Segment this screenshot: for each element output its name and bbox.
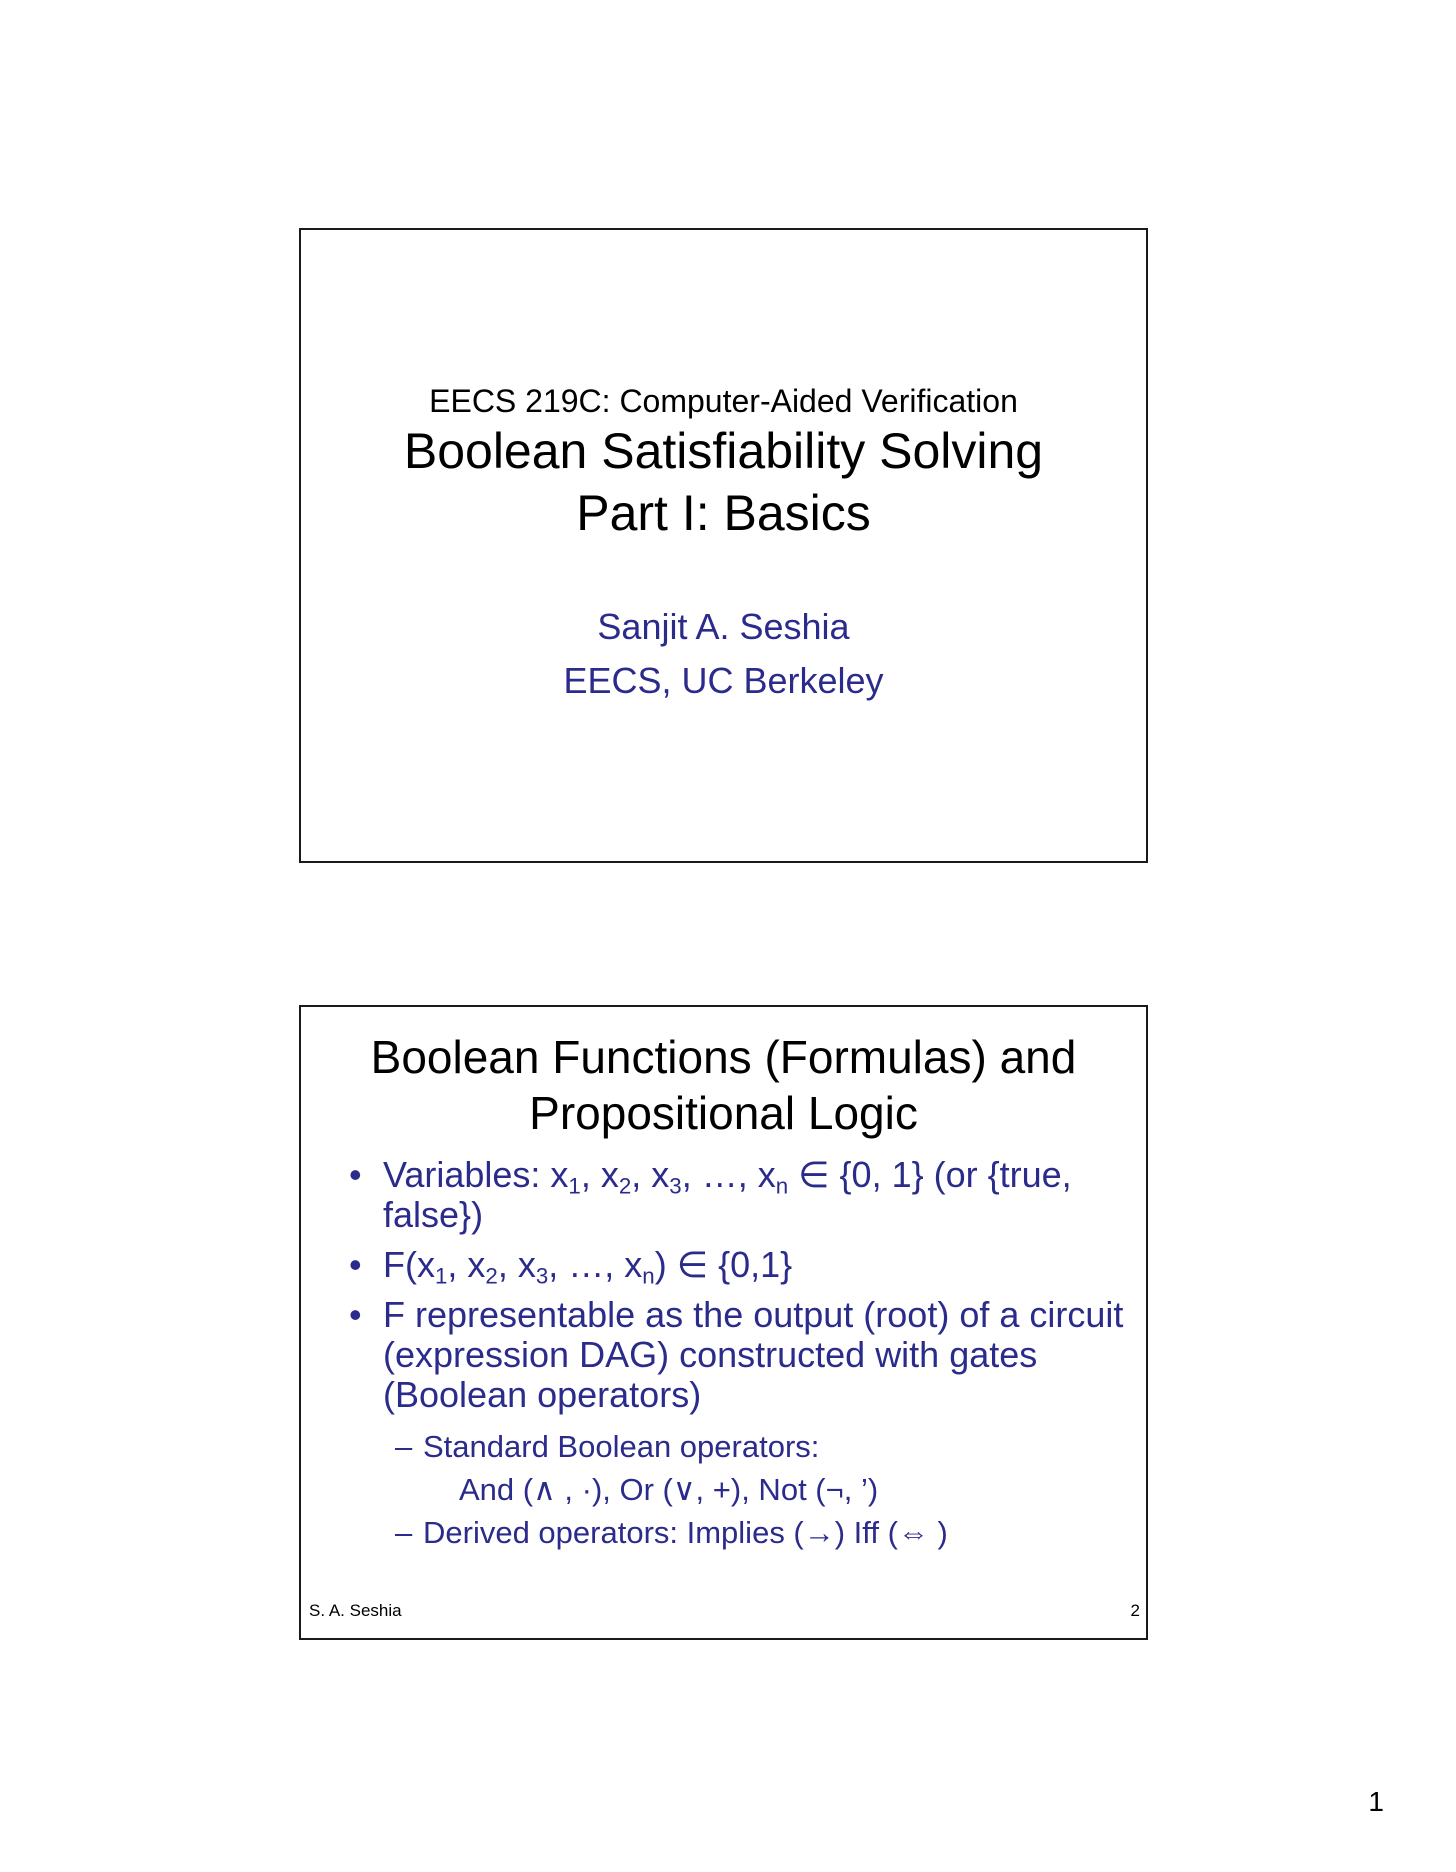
author-block [301,600,1146,708]
title-line-1: Boolean Satisfiability Solving [403,423,1044,479]
author-affiliation: EECS, UC Berkeley [563,660,884,701]
title-line-2: Propositional Logic [529,1087,918,1139]
slide-1-title [301,420,1146,544]
bullet-variables: • Variables: $x_1$, $x_2$, $x_3$, …, $x_n$ ∈ {0, 1} (or {true, false}) [349,1154,1072,1235]
bullet-dot: • [349,1154,362,1195]
bullet-function: • $F(x_1$, $x_2$, $x_3$, …, $x_n$) ∈ {0,1} [349,1244,793,1289]
sub-bullet-standard-operators: – Standard Boolean operators: And (∧ , ·), Or (∨, +), Not (¬, ’) [349,1425,1129,1511]
title-line-1: Boolean Functions (Formulas) and [370,1031,1077,1083]
slide-number: 2 [1130,1601,1140,1620]
slide-footer-author: S. A. Seshia [309,1601,402,1620]
author-name: Sanjit A. Seshia [597,606,850,647]
slide-2 [299,1005,1148,1640]
slide-2-title [301,1029,1146,1141]
title-line-2: Part I: Basics [576,485,871,541]
slide-1 [299,228,1148,863]
sub-bullet-derived-operators: – Derived operators: Implies (→) Iff (⇔ ) [349,1511,1129,1554]
bullet-representable: • F representable as the output (root) of a circuit (expression DAG) constructed with gates (Boolean operators) [349,1294,1124,1415]
sub-bullet-dash: – [395,1429,413,1464]
bullet-dot: • [349,1294,362,1335]
page-number: 1 [1368,1786,1384,1817]
course-title: EECS 219C: Computer-Aided Verification [429,383,1018,419]
bullet-dot: • [349,1244,362,1285]
sub-bullet-dash: – [395,1515,413,1550]
bullet-list [349,1155,1129,1554]
